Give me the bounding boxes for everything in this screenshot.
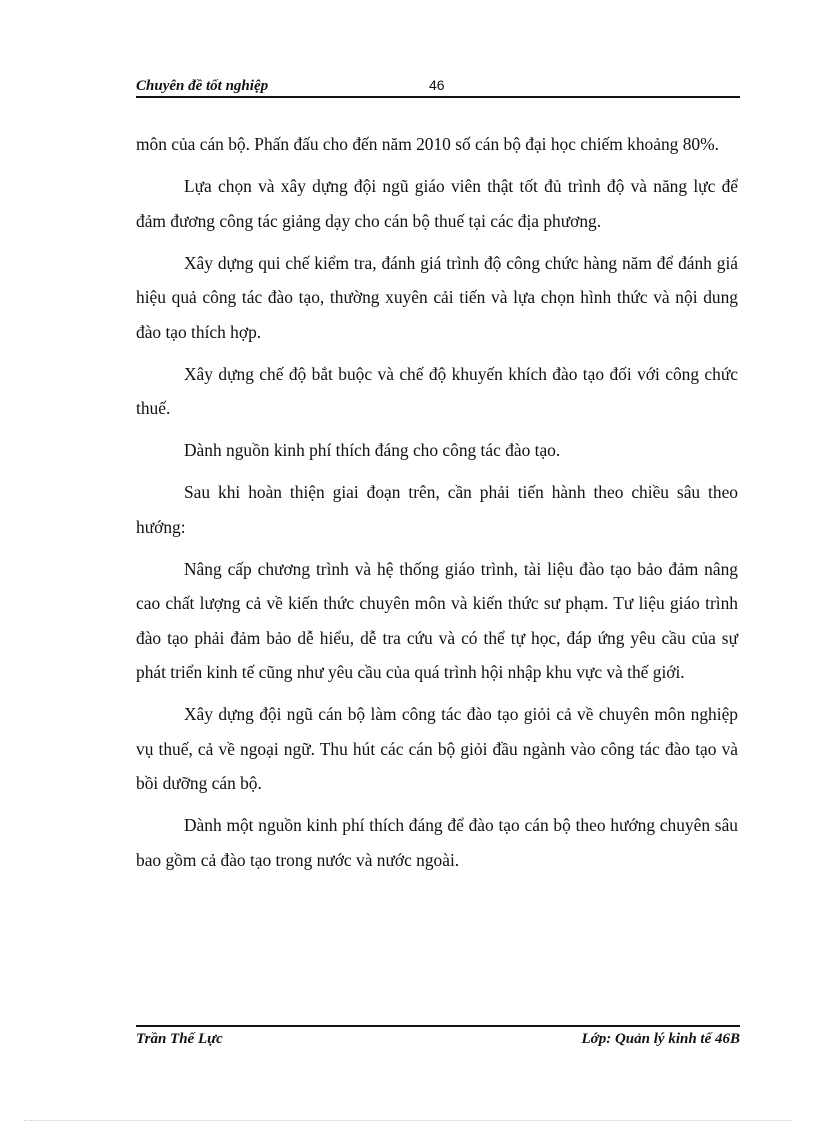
document-body <box>136 127 738 885</box>
paragraph: Nâng cấp chương trình và hệ thống giáo trình, tài liệu đào tạo bảo đảm nâng cao chất lượng cả về kiến thức chuyên môn và kiến thức sư phạm. Tư liệu giáo trình đào tạo phải đảm bảo dễ hiểu, dễ tra cứu và có thể tự học, đáp ứng yêu cầu của sự phát triển kinh tế cũng như yêu cầu của quá trình hội nhập khu vực và thế giới. <box>136 558 738 682</box>
paragraph: Xây dựng chế độ bắt buộc và chế độ khuyến khích đào tạo đối với công chức thuế. <box>136 363 738 418</box>
page-edge-divider <box>24 1120 792 1121</box>
author-name: Trần Thế Lực <box>136 1031 223 1047</box>
page-header <box>136 76 740 98</box>
paragraph: Xây dựng qui chế kiểm tra, đánh giá trình độ công chức hàng năm để đánh giá hiệu quả công tác đào tạo, thường xuyên cải tiến và lựa chọn hình thức và nội dung đào tạo thích hợp. <box>136 252 738 342</box>
paragraph: Dành một nguồn kinh phí thích đáng để đào tạo cán bộ theo hướng chuyên sâu bao gồm cả đào tạo trong nước và nước ngoài. <box>136 815 738 870</box>
document-title: Chuyên đề tốt nghiệp <box>136 78 269 94</box>
paragraph: Xây dựng đội ngũ cán bộ làm công tác đào tạo giỏi cả về chuyên môn nghiệp vụ thuế, cả về ngoại ngữ. Thu hút các cán bộ giỏi đầu ngành vào công tác đào tạo và bồi dưỡng cán bộ. <box>136 704 738 793</box>
paragraph-continuation: môn của cán bộ. Phấn đấu cho đến năm 2010 số cán bộ đại học chiếm khoảng 80%. <box>136 134 719 154</box>
paragraph: Sau khi hoàn thiện giai đoạn trên, cần phải tiến hành theo chiều sâu theo hướng: <box>136 482 738 537</box>
paragraph: Dành nguồn kinh phí thích đáng cho công tác đào tạo. <box>184 440 561 460</box>
page-footer <box>136 1025 740 1051</box>
class-label: Lớp: Quản lý kinh tế 46B <box>581 1031 740 1047</box>
paragraph: Lựa chọn và xây dựng đội ngũ giáo viên thật tốt đủ trình độ và năng lực để đảm đương công tác giảng dạy cho cán bộ thuế tại các địa phương. <box>136 176 738 231</box>
page-number: 46 <box>429 77 445 93</box>
